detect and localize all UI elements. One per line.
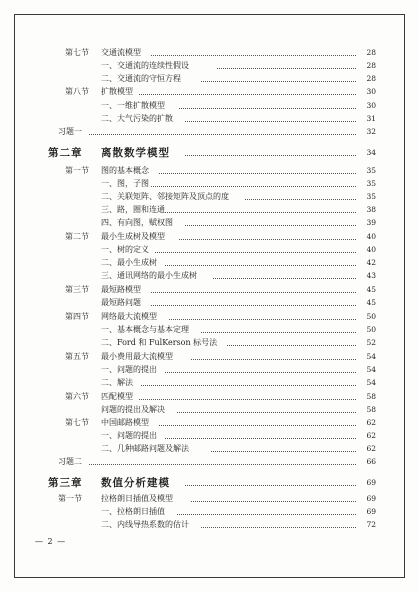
toc-sub-line — [15, 73, 376, 85]
dot-leader — [165, 212, 356, 213]
toc-sub-line — [15, 506, 376, 518]
dot-leader — [217, 68, 356, 69]
toc-sub-line — [15, 430, 376, 442]
page-number: 69 — [366, 507, 376, 516]
toc-sub-line — [15, 364, 376, 376]
section-title: 图的基本概念 — [101, 166, 149, 175]
page-number: 31 — [366, 114, 376, 123]
page-number: 62 — [366, 418, 376, 427]
section-title: 匹配模型 — [101, 392, 133, 401]
section-label: 第八节 — [65, 87, 89, 96]
toc-sub-line — [15, 100, 376, 112]
dot-leader — [185, 155, 356, 156]
section-title: 最小生成树及模型 — [101, 232, 165, 241]
dot-leader — [159, 173, 356, 174]
section-label: 第二节 — [65, 232, 89, 241]
dot-leader — [201, 81, 356, 82]
toc-sub-line — [15, 204, 376, 216]
dot-leader — [151, 305, 356, 306]
section-label: 第四节 — [65, 312, 89, 321]
sub-title: 一、图，子图 — [101, 179, 149, 188]
page-number: 62 — [366, 431, 376, 440]
section-label: 第六节 — [65, 392, 89, 401]
dot-leader — [177, 514, 356, 515]
toc-exercise-line — [15, 126, 376, 138]
dot-leader — [179, 239, 356, 240]
page-number: 45 — [366, 298, 376, 307]
sub-title: 一、树的定义 — [101, 245, 149, 254]
sub-title: 一、问题的提出 — [101, 431, 157, 440]
page-number: 54 — [366, 352, 376, 361]
sub-title: 二、交通流的守恒方程 — [101, 74, 181, 83]
toc-chapter-line — [15, 143, 376, 159]
toc-sub-line — [15, 217, 376, 229]
toc-sub-line — [15, 404, 376, 416]
page-number: 38 — [366, 205, 376, 214]
sub-title: 问题的提出及解决 — [101, 405, 165, 414]
dot-leader — [211, 451, 356, 452]
section-title: 网络最大流模型 — [101, 312, 157, 321]
dot-leader — [139, 399, 356, 400]
dot-leader — [213, 278, 356, 279]
dot-leader — [185, 121, 356, 122]
sub-title: 二、几种邮路问题及解法 — [101, 444, 189, 453]
toc-sub-line — [15, 337, 376, 349]
sub-title: 二、解法 — [101, 378, 133, 387]
section-title: 拉格朗日插值及模型 — [101, 494, 173, 503]
dot-leader — [141, 385, 356, 386]
sub-title: 一、问题的提出 — [101, 365, 157, 374]
page-number: 66 — [366, 457, 376, 466]
page-number: 54 — [366, 365, 376, 374]
page-number: 28 — [366, 48, 376, 57]
toc-exercise-line — [15, 456, 376, 468]
dot-leader — [201, 527, 356, 528]
page-number: 42 — [366, 258, 376, 267]
sub-title: 三、通讯网络的最小生成树 — [101, 271, 197, 280]
toc-page — [14, 14, 405, 578]
page-number: 54 — [366, 378, 376, 387]
dot-leader — [151, 292, 356, 293]
page-number: 43 — [366, 271, 376, 280]
toc-section-line — [15, 417, 376, 429]
sub-title: 一、一维扩散模型 — [101, 101, 165, 110]
section-label: 第七节 — [65, 418, 89, 427]
page-number: 28 — [366, 61, 376, 70]
toc-sub-line — [15, 443, 376, 455]
toc-sub-line — [15, 297, 376, 309]
toc-sub-line — [15, 519, 376, 531]
toc-section-line — [15, 284, 376, 296]
toc-sub-line — [15, 270, 376, 282]
section-label: 第七节 — [65, 48, 89, 57]
toc-sub-line — [15, 191, 376, 203]
page-number: 30 — [366, 87, 376, 96]
dot-leader — [245, 199, 356, 200]
dot-leader — [89, 464, 356, 465]
page-number: 52 — [366, 338, 376, 347]
sub-title: 二、Ford 和 FulKerson 标号法 — [101, 338, 218, 347]
page-number: 39 — [366, 218, 376, 227]
dot-leader — [185, 225, 356, 226]
dot-leader — [191, 359, 356, 360]
sub-title: 三、路，圈和连通 — [101, 205, 165, 214]
exercise-label: 习题二 — [58, 457, 82, 466]
section-title: 中国邮路模型 — [101, 418, 149, 427]
dot-leader — [155, 252, 356, 253]
page-number: 62 — [366, 444, 376, 453]
toc-sub-line — [15, 113, 376, 125]
section-title: 最短路模型 — [101, 285, 141, 294]
section-title: 交通流模型 — [101, 48, 141, 57]
toc-section-line — [15, 86, 376, 98]
dot-leader — [201, 332, 356, 333]
chapter-label: 第三章 — [48, 477, 83, 489]
toc-sub-line — [15, 324, 376, 336]
sub-title: 一、拉格朗日插值 — [101, 507, 165, 516]
toc-section-line — [15, 311, 376, 323]
dot-leader — [139, 94, 356, 95]
dot-leader — [151, 186, 356, 187]
page-number: 50 — [366, 325, 376, 334]
toc-section-line — [15, 351, 376, 363]
section-title: 扩散模型 — [101, 87, 133, 96]
sub-title: 二、大气污染的扩散 — [101, 114, 173, 123]
sub-title: 一、交通流的连续性假设 — [101, 61, 189, 70]
chapter-title: 数值分析建模 — [101, 477, 170, 489]
page-number: 32 — [366, 127, 376, 136]
sub-title: 二、关联矩阵、邻接矩阵及顶点的度 — [101, 192, 229, 201]
section-label: 第一节 — [65, 166, 89, 175]
dot-leader — [159, 425, 356, 426]
toc-sub-line — [15, 60, 376, 72]
section-label: 第三节 — [65, 285, 89, 294]
section-label: 第一节 — [58, 494, 82, 503]
dot-leader — [177, 412, 356, 413]
toc-section-line — [15, 47, 376, 59]
footer-page-number: — 2 — — [35, 537, 67, 546]
sub-title: 最短路问题 — [101, 298, 141, 307]
page-number: 40 — [366, 245, 376, 254]
dot-leader — [165, 265, 356, 266]
toc-sub-line — [15, 257, 376, 269]
toc-sub-line — [15, 244, 376, 256]
page-number: 34 — [366, 148, 376, 157]
dot-leader — [179, 108, 356, 109]
sub-title: 二、内线导热系数的估计 — [101, 520, 189, 529]
toc-sub-line — [15, 178, 376, 190]
page-number: 58 — [366, 392, 376, 401]
exercise-label: 习题一 — [58, 127, 82, 136]
chapter-label: 第二章 — [48, 147, 83, 159]
page-number: 28 — [366, 74, 376, 83]
page-number: 40 — [366, 232, 376, 241]
page-number: 72 — [366, 520, 376, 529]
page-number: 30 — [366, 101, 376, 110]
dot-leader — [169, 319, 356, 320]
toc-sub-line — [15, 377, 376, 389]
dot-leader — [191, 501, 356, 502]
page-number: 35 — [366, 179, 376, 188]
sub-title: 一、基本概念与基本定理 — [101, 325, 189, 334]
page-number: 69 — [366, 494, 376, 503]
toc-section-line — [15, 165, 376, 177]
dot-leader — [227, 345, 356, 346]
page-number: 50 — [366, 312, 376, 321]
page-number: 69 — [366, 478, 376, 487]
dot-leader — [165, 438, 356, 439]
page-number: 35 — [366, 166, 376, 175]
sub-title: 四、有向图，赋权图 — [101, 218, 173, 227]
section-title: 最小费用最大流模型 — [101, 352, 173, 361]
section-label: 第五节 — [65, 352, 89, 361]
chapter-title: 离散数学模型 — [101, 147, 170, 159]
dot-leader — [89, 134, 356, 135]
toc-chapter-line — [15, 473, 376, 489]
page-number: 58 — [366, 405, 376, 414]
dot-leader — [185, 485, 356, 486]
toc-section-line — [15, 391, 376, 403]
dot-leader — [165, 372, 356, 373]
sub-title: 二、最小生成树 — [101, 258, 157, 267]
toc-section-line — [15, 493, 376, 505]
page-number: 35 — [366, 192, 376, 201]
page-number: 45 — [366, 285, 376, 294]
toc-section-line — [15, 231, 376, 243]
dot-leader — [151, 55, 356, 56]
